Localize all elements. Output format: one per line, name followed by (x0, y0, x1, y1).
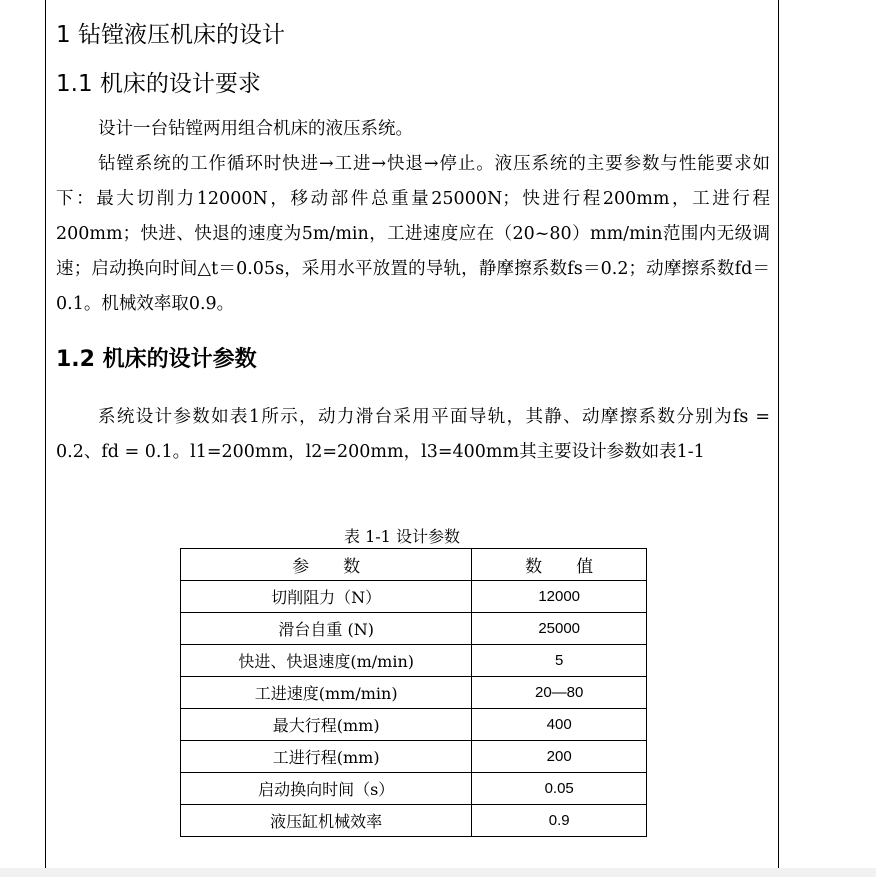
table-caption: 表 1-1 设计参数 (344, 527, 460, 546)
page-frame-right-border (778, 0, 779, 877)
bottom-scroll-strip (0, 868, 876, 877)
section-heading-1-2: 1.2 机床的设计参数 (56, 347, 257, 372)
parameter-cell: 液压缸机械效率 (181, 805, 472, 837)
value-cell: 5 (472, 645, 647, 677)
value-cell: 200 (472, 741, 647, 773)
parameter-cell: 工进速度(mm/min) (181, 677, 472, 709)
parameter-cell: 快进、快退速度(m/min) (181, 645, 472, 677)
table-row (181, 709, 647, 741)
value-cell: 12000 (472, 581, 647, 613)
parameter-cell: 启动换向时间（s） (181, 773, 472, 805)
value-cell: 0.9 (472, 805, 647, 837)
paragraph-requirements: 钻镗系统的工作循环时快进→工进→快退→停止。液压系统的主要参数与性能要求如下：最大切削力12000N，移动部件总重量25000N；快进行程200mm，工进行程200mm；快进、快退的速度为5m/min，工进速度应在（20~80）mm/min范围内无级调速；启动换向时间△t＝0.05s，采用水平放置的导轨，静摩擦系数fs＝0.2；动摩擦系数fd＝0.1。机械效率取0.9。 (56, 154, 770, 314)
parameter-cell: 最大行程(mm) (181, 709, 472, 741)
paragraph-intro: 设计一台钻镗两用组合机床的液压系统。 (98, 119, 413, 139)
table-row (181, 677, 647, 709)
header-value: 数 值 (472, 549, 647, 581)
parameter-cell: 滑台自重 (N) (181, 613, 472, 645)
table-row (181, 581, 647, 613)
design-parameters-table (180, 548, 647, 837)
value-cell: 20—80 (472, 677, 647, 709)
value-cell: 400 (472, 709, 647, 741)
table-row (181, 805, 647, 837)
value-cell: 0.05 (472, 773, 647, 805)
parameter-cell: 切削阻力（N） (181, 581, 472, 613)
page-frame-left-border (45, 0, 46, 877)
table-row (181, 741, 647, 773)
parameter-cell: 工进行程(mm) (181, 741, 472, 773)
table-row (181, 773, 647, 805)
section-heading-1-1: 1.1 机床的设计要求 (56, 71, 261, 97)
table-header-row (181, 549, 647, 581)
table-row (181, 613, 647, 645)
table-row (181, 645, 647, 677)
chapter-heading: 1 钻镗液压机床的设计 (56, 22, 285, 48)
value-cell: 25000 (472, 613, 647, 645)
paragraph-parameters: 系统设计参数如表1所示，动力滑台采用平面导轨，其静、动摩擦系数分别为fs = 0.2、fd = 0.1。l1=200mm，l2=200mm，l3=400mm其主要设计参数如表1-1 (56, 407, 770, 462)
header-parameter: 参 数 (181, 549, 472, 581)
